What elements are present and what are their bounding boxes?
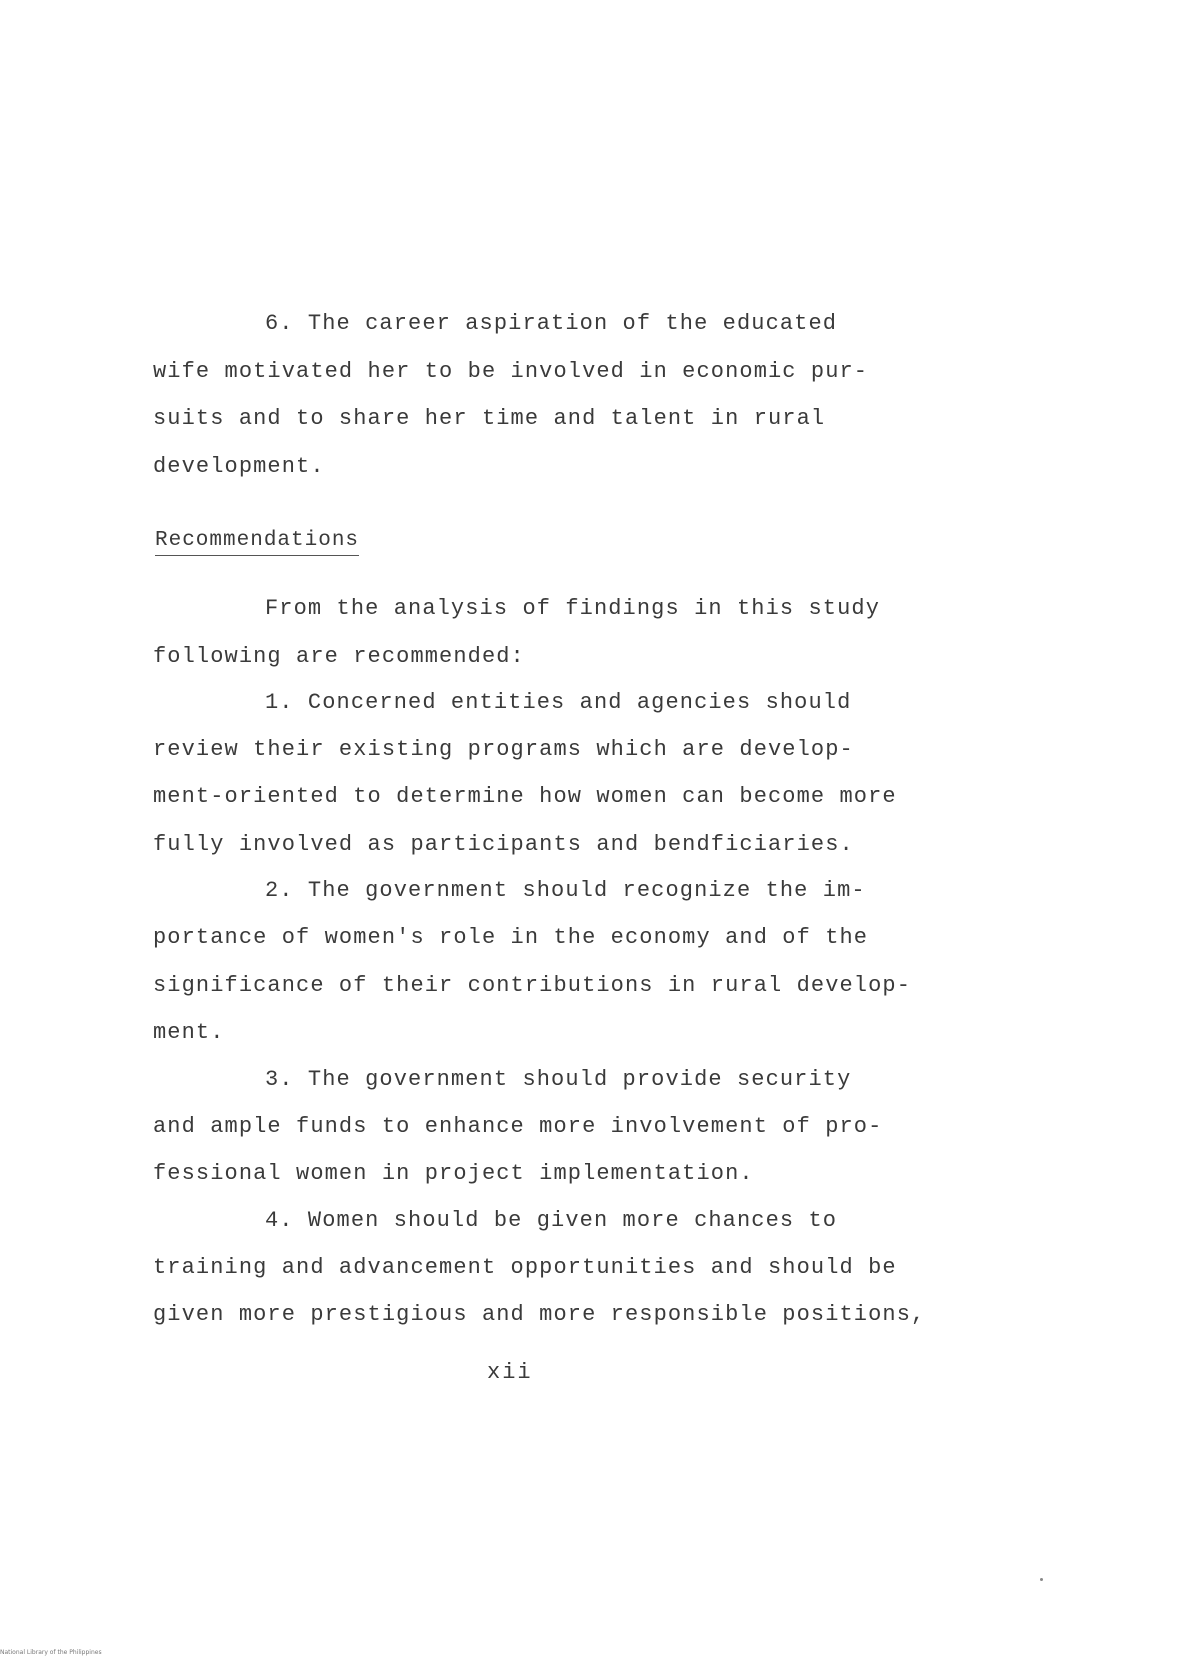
recommendation-1-line-4: fully involved as participants and bendficiaries. <box>153 832 854 857</box>
finding-6-line-4: development. <box>153 454 325 479</box>
recommendation-4-line-2: training and advancement opportunities and should be <box>153 1255 897 1280</box>
recommendation-4-line-3: given more prestigious and more responsible positions, <box>153 1302 926 1327</box>
scan-footer-text: National Library of the Philippines <box>0 1649 102 1656</box>
finding-6-line-3: suits and to share her time and talent in rural <box>153 406 826 431</box>
recommendation-1-line-2: review their existing programs which are develop- <box>153 737 854 762</box>
recommendation-2-line-4: ment. <box>153 1020 225 1045</box>
recommendation-1-line-3: ment-oriented to determine how women can become more <box>153 784 897 809</box>
recommendation-3-line-2: and ample funds to enhance more involvement of pro- <box>153 1114 883 1139</box>
finding-6-line-2: wife motivated her to be involved in economic pur- <box>153 359 869 384</box>
scan-speck <box>1040 1578 1043 1581</box>
recommendation-2-line-1: 2. The government should recognize the im- <box>265 878 866 903</box>
recommendation-2-line-3: significance of their contributions in rural develop- <box>153 973 912 998</box>
recommendation-3-line-1: 3. The government should provide security <box>265 1067 852 1092</box>
recommendation-2-line-2: portance of women's role in the economy and of the <box>153 925 869 950</box>
page-number: xii <box>487 1360 533 1385</box>
recommendation-1-line-1: 1. Concerned entities and agencies should <box>265 690 852 715</box>
recommendation-3-line-3: fessional women in project implementation. <box>153 1161 754 1186</box>
recommendation-4-line-1: 4. Women should be given more chances to <box>265 1208 838 1233</box>
finding-6-line-1: 6. The career aspiration of the educated <box>265 311 838 336</box>
recommendations-heading: Recommendations <box>155 530 359 556</box>
recommendations-intro-line-2: following are recommended: <box>153 644 525 669</box>
recommendations-intro-line-1: From the analysis of findings in this study <box>265 596 880 621</box>
